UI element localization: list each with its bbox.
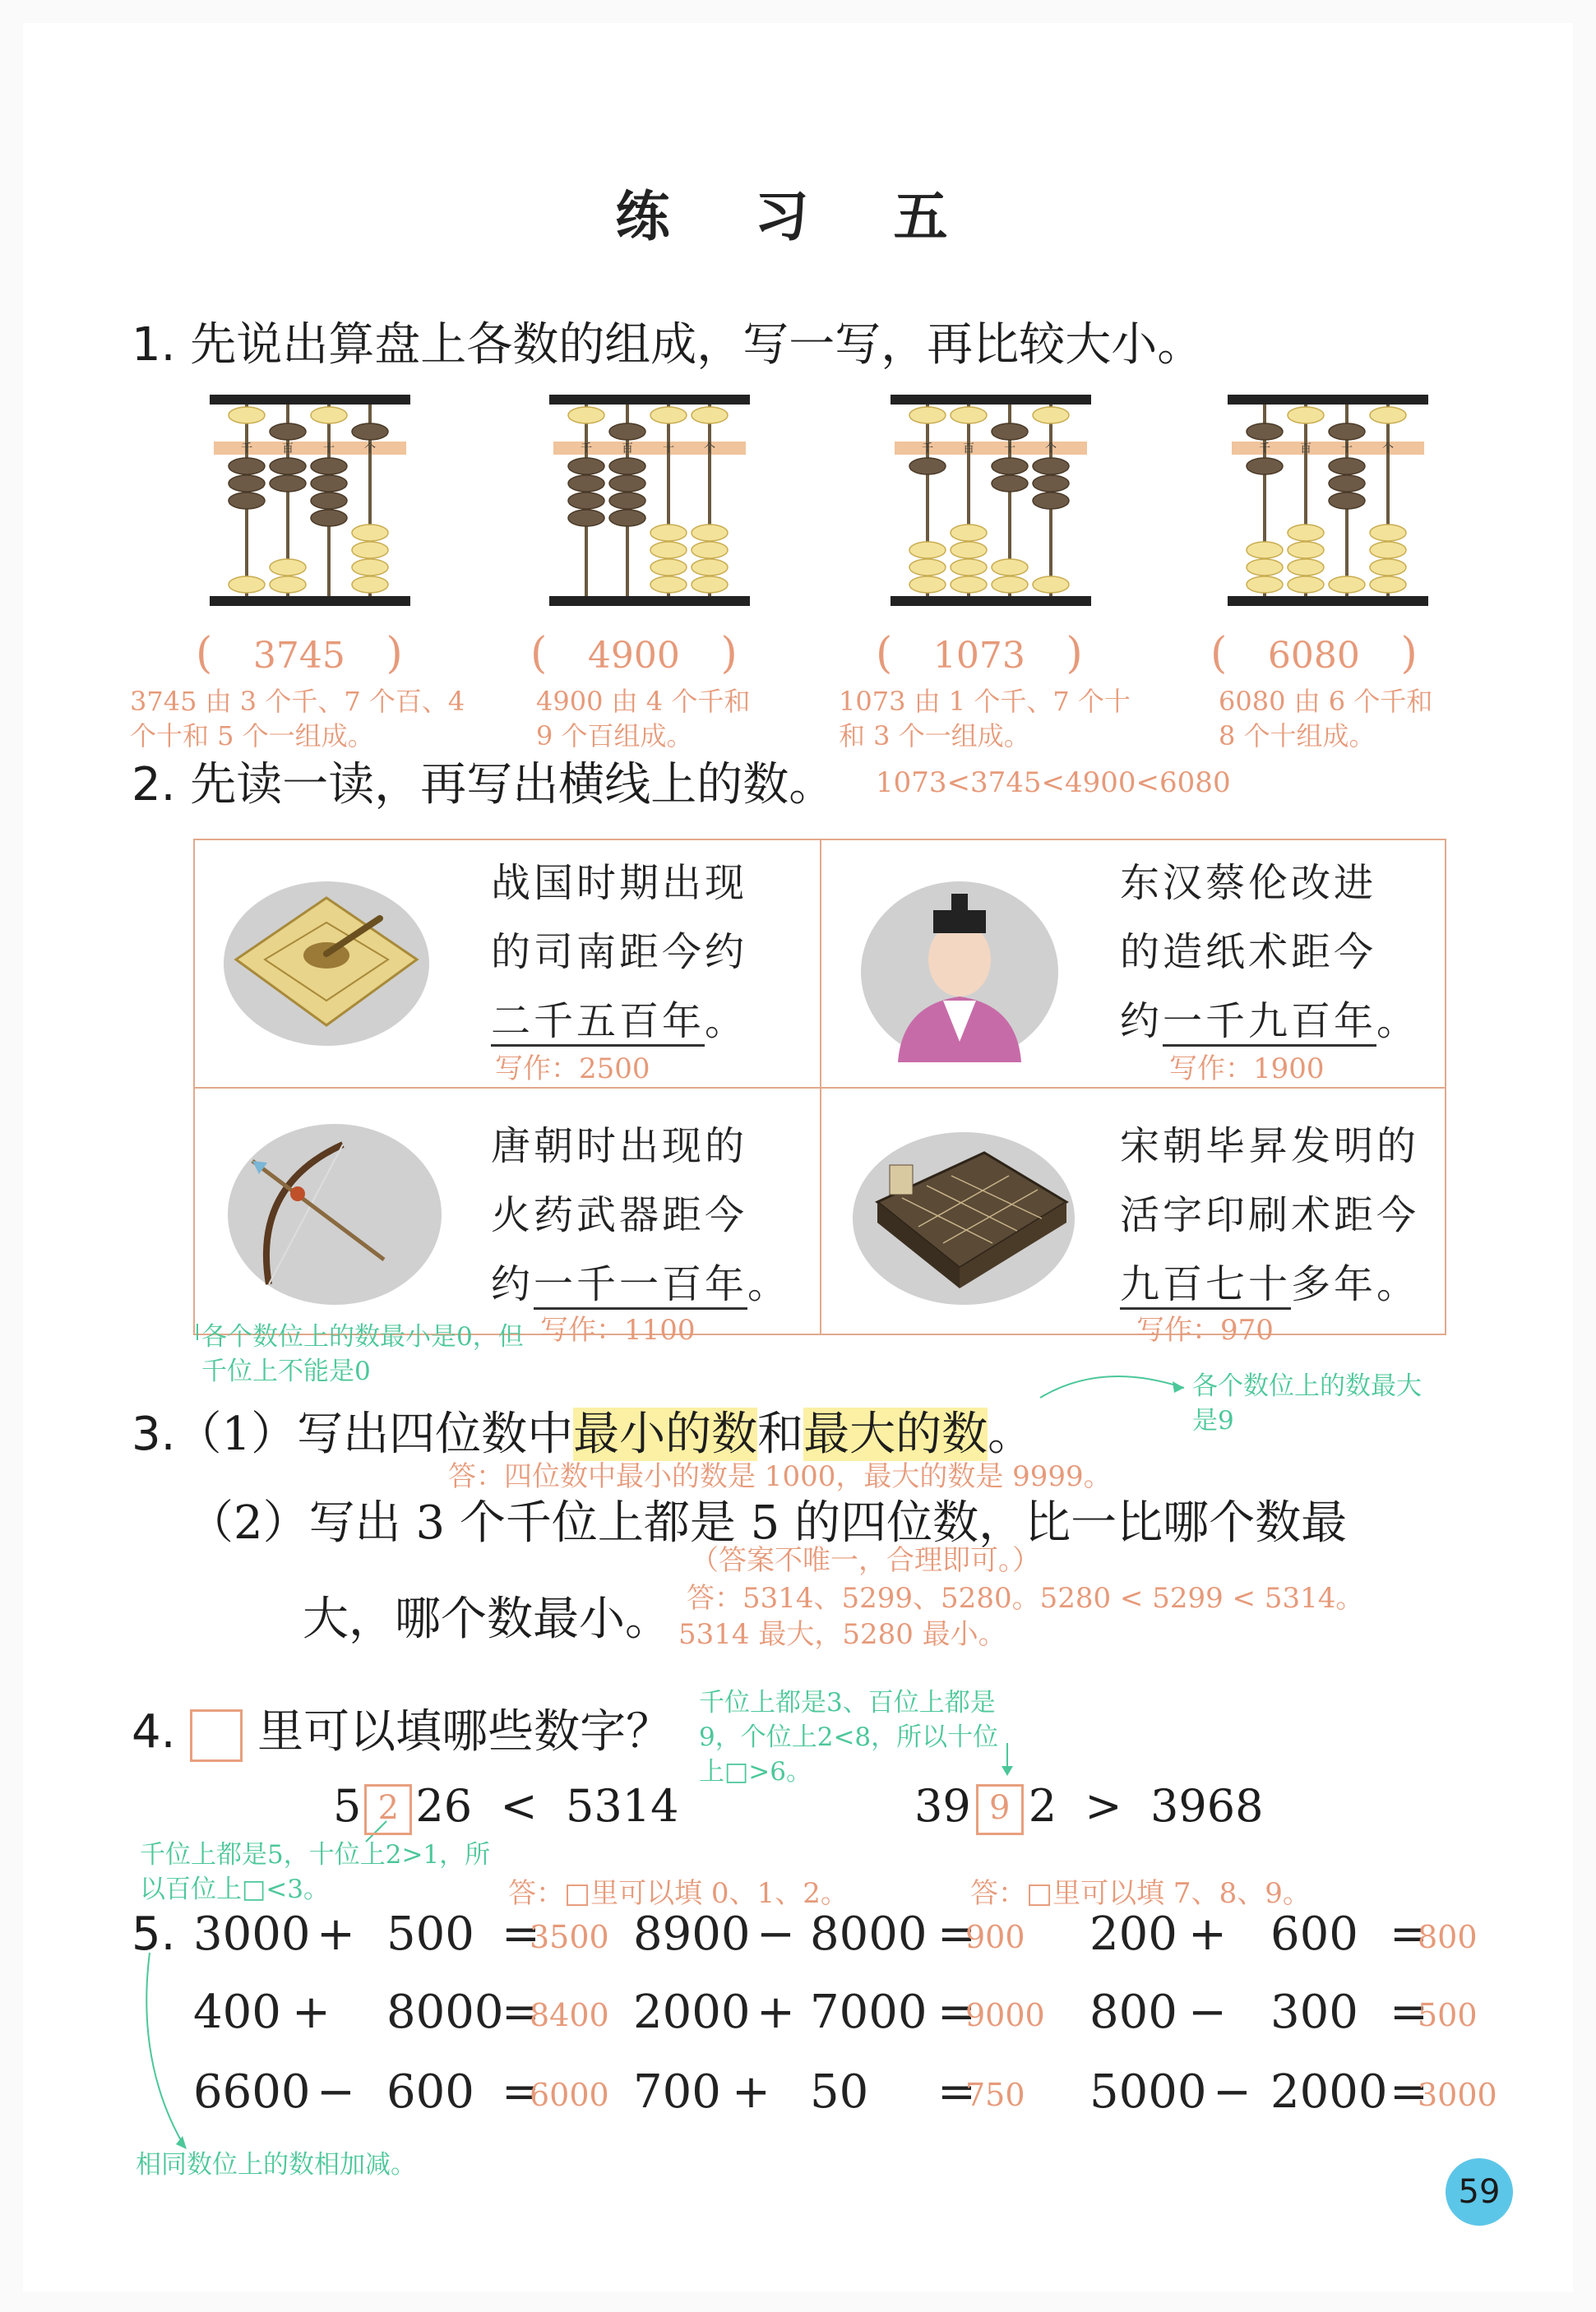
q5-operand-b: 50 (810, 2065, 869, 2119)
q5-equals: = (1390, 1986, 1428, 2039)
abacus-1 (210, 391, 410, 608)
q5-answer: 3500 (530, 1919, 609, 1955)
q3-p1-mid: 和 (757, 1408, 804, 1461)
q3-p1-answer: 答：四位数中最小的数是 1000，最大的数是 9999。 (448, 1460, 1112, 1493)
page-number-badge: 59 (1446, 2158, 1513, 2226)
cell-3-answer: 写作：1100 (540, 1314, 696, 1347)
q5-operand-b: 600 (1270, 1907, 1358, 1961)
abacus-2-blank: ( 4900 ) (530, 629, 738, 678)
q4-heading (132, 1695, 672, 1762)
q4-right-op: > (1085, 1780, 1122, 1832)
q4-right-box[interactable]: 9 (976, 1784, 1024, 1835)
q4-right-a: 39 (914, 1780, 971, 1832)
compass-illustration (220, 865, 433, 1062)
abacus-place-label: 个 (1382, 442, 1394, 455)
abacus-4-blank: ( 6080 ) (1210, 629, 1418, 678)
q5-number (132, 1907, 175, 1961)
q2-number: 2. (132, 758, 176, 812)
q5-operand-a: 800 (1089, 1986, 1177, 2039)
q5-equals: = (937, 1907, 976, 1961)
q5-answer: 6000 (530, 2077, 609, 2113)
abacus-4-desc: 6080 由 6 个千和 8 个十组成。 (1219, 686, 1433, 751)
cai-lun-portrait (853, 865, 1066, 1070)
abacus-place-label: 百 (622, 442, 633, 455)
q5-answer: 500 (1418, 1997, 1478, 2033)
abacus-2-value: 4900 (587, 635, 680, 677)
cell-2-line-1: 东汉蔡伦改进 (1120, 860, 1377, 906)
abacus-1-value: 3745 (252, 635, 345, 677)
crossbow-illustration (220, 1112, 450, 1317)
cell-1-line-1: 战国时期出现 (491, 860, 748, 906)
cell-2-tail: 。 (1376, 998, 1420, 1044)
cell-1-line-2: 的司南距今约 (491, 929, 748, 975)
q5-operand-b: 600 (386, 2065, 474, 2119)
q3-p2-answer-1: 答：5314、5299、5280。5280 < 5299 < 5314。 (687, 1582, 1364, 1615)
q4-empty-box-icon (190, 1709, 243, 1762)
q3-p2-label: （2） (187, 1496, 309, 1550)
q3-note-left: 各个数位上的数最小是0，但千位上不能是0 (201, 1322, 524, 1386)
q5-answer: 900 (965, 1919, 1025, 1955)
q2-answer: 1073<3745<4900<6080 (876, 766, 1231, 799)
q3-p1-highlight-min: 最小的数 (573, 1408, 758, 1461)
q5-equals: = (502, 1907, 540, 1961)
q4-right-b: 2 (1028, 1780, 1057, 1832)
abacus-place-label: 个 (1045, 442, 1057, 455)
q3-p2-hint: （答案不唯一，合理即可。） (691, 1544, 1040, 1577)
cell-1-text (491, 849, 747, 1056)
q5-answer: 800 (1418, 1919, 1478, 1955)
q4-left-inequality (333, 1780, 678, 1835)
abacus-2 (549, 391, 750, 608)
page-title: 练 习 五 (615, 184, 981, 248)
cell-3-text (491, 1112, 790, 1319)
abacus-place-label: 十 (1004, 442, 1015, 455)
q5-operator: − (1188, 1986, 1227, 2039)
abacus-place-label: 千 (241, 442, 252, 455)
q5-equals: = (1390, 2065, 1428, 2119)
cell-4-underlined: 九百七十 (1120, 1261, 1291, 1310)
q3-p2-answer-2: 5314 最大，5280 最小。 (678, 1618, 1006, 1651)
abacus-4 (1228, 391, 1428, 608)
q5-note: 相同数位上的数相加减。 (136, 2150, 416, 2180)
cell-1-answer: 写作：2500 (495, 1052, 650, 1085)
q5-operand-a: 6600 (193, 2065, 311, 2119)
abacus-place-label: 百 (282, 442, 294, 455)
q5-answer: 9000 (965, 1997, 1045, 2033)
q1-heading (132, 308, 1203, 374)
abacus-3-value: 1073 (932, 635, 1025, 677)
q5-operand-b: 8000 (386, 1986, 504, 2039)
cell-3-tail: 。 (747, 1261, 791, 1307)
cell-3-line-1: 唐朝时出现的 (491, 1123, 748, 1169)
q4-left-a: 5 (333, 1780, 362, 1832)
abacus-3-desc: 1073 由 1 个千、7 个十和 3 个一组成。 (839, 686, 1131, 751)
cell-3-prefix: 约 (491, 1261, 534, 1307)
q5-answer: 3000 (1418, 2077, 1497, 2113)
movable-type-illustration (844, 1112, 1083, 1317)
cell-3-underlined: 一千一百年 (534, 1261, 747, 1310)
q5-operand-a: 200 (1089, 1907, 1177, 1961)
q4-answer-right: 答：□里可以填 7、8、9。 (970, 1877, 1311, 1910)
q5-operand-b: 500 (386, 1907, 474, 1961)
q5-operand-a: 8900 (633, 1907, 751, 1961)
cell-2-underlined: 一千九百年 (1163, 998, 1376, 1047)
q5-operand-b: 300 (1270, 1986, 1358, 2039)
cell-1-tail: 。 (705, 998, 748, 1044)
q4-left-box[interactable]: 2 (364, 1784, 412, 1835)
cell-4-line-2: 活字印刷术距今 (1120, 1192, 1420, 1238)
q5-equals: = (502, 1986, 540, 2039)
history-table (193, 839, 1446, 1347)
q5-operator: + (732, 2065, 770, 2119)
q5-operand-b: 7000 (810, 1986, 928, 2039)
q4-right-inequality (914, 1780, 1263, 1835)
abacus-place-label: 十 (663, 442, 674, 455)
abacus-1-desc: 3745 由 3 个千、7 个百、4 个十和 5 个一组成。 (130, 686, 465, 751)
abacus-4-value: 6080 (1267, 635, 1360, 677)
q4-left-b: 26 (415, 1780, 473, 1832)
abacus-place-label: 十 (1341, 442, 1353, 455)
cell-2-answer: 写作：1900 (1169, 1052, 1325, 1085)
q1-text: 先说出算盘上各数的组成，写一写，再比较大小。 (190, 318, 1204, 372)
abacus-place-label: 个 (704, 442, 715, 455)
q3-number: 3. (132, 1408, 176, 1461)
q5-operator: − (317, 2065, 355, 2119)
abacus-place-label: 个 (364, 442, 376, 455)
q4-answer-left: 答：□里可以填 0、1、2。 (508, 1877, 849, 1910)
q5-operand-a: 3000 (193, 1907, 311, 1961)
abacus-place-label: 千 (1259, 442, 1270, 455)
q5-operator: + (756, 1986, 795, 2039)
q4-note-right: 千位上都是3、百位上都是9，个位上2<8，所以十位上□>6。 (699, 1688, 999, 1787)
abacus-1-blank: ( 3745 ) (196, 629, 403, 678)
abacus-place-label: 千 (922, 442, 933, 455)
cell-4-text (1120, 1112, 1419, 1319)
q2-heading (132, 748, 835, 814)
q4-note-left: 千位上都是5，十位上2>1，所以百位上□<3。 (140, 1840, 491, 1904)
q3-note-right: 各个数位上的数最大是9 (1192, 1371, 1422, 1436)
q5-operand-b: 8000 (810, 1907, 928, 1961)
cell-1-underlined: 二千五百年 (491, 998, 705, 1047)
q3-p1-end: 。 (988, 1408, 1034, 1461)
cell-4-tail: 多年。 (1291, 1261, 1420, 1307)
q5-operator: − (756, 1907, 795, 1961)
q5-operand-a: 700 (633, 2065, 721, 2119)
q5-operator: + (292, 1986, 331, 2039)
abacus-2-desc: 4900 由 4 个千和 9 个百组成。 (536, 686, 751, 751)
table-divider-horizontal (195, 1087, 1445, 1089)
q5-equals: = (937, 2065, 976, 2119)
abacus-place-label: 百 (963, 442, 974, 455)
q5-operator: − (1213, 2065, 1251, 2119)
q5-equals: = (1390, 1907, 1428, 1961)
q5-equals: = (502, 2065, 540, 2119)
q1-number: 1. (132, 318, 176, 372)
q3-p1-text: 写出四位数中 (297, 1408, 574, 1461)
q5-operator: + (317, 1907, 355, 1961)
q4-text: 里可以填哪些数字？ (257, 1705, 673, 1759)
cell-4-answer: 写作：970 (1136, 1314, 1274, 1347)
cell-2-text (1120, 849, 1419, 1056)
q5-answer: 750 (965, 2077, 1025, 2113)
cell-4-line-1: 宋朝毕昇发明的 (1120, 1123, 1420, 1169)
cell-3-line-2: 火药武器距今 (491, 1192, 748, 1238)
q2-text: 先读一读，再写出横线上的数。 (190, 758, 835, 812)
q5-operand-a: 400 (193, 1986, 281, 2039)
q5-equals: = (937, 1986, 976, 2039)
q5-operand-b: 2000 (1270, 2065, 1388, 2119)
q5-number-label: 5. (132, 1907, 176, 1961)
q5-operand-a: 2000 (633, 1986, 751, 2039)
abacus-place-label: 千 (581, 442, 592, 455)
abacus-place-label: 十 (323, 442, 335, 455)
q4-left-c: 5314 (566, 1780, 679, 1832)
q5-operator: + (1188, 1907, 1227, 1961)
q3-p2-text-2: 大，哪个数最小。 (303, 1593, 671, 1646)
cell-2-prefix: 约 (1120, 998, 1163, 1044)
q4-left-op: < (500, 1780, 538, 1832)
abacus-place-label: 百 (1300, 442, 1311, 455)
abacus-3-blank: ( 1073 ) (876, 629, 1083, 678)
q4-number: 4. (132, 1705, 176, 1759)
abacus-3 (891, 391, 1091, 608)
cell-2-line-2: 的造纸术距今 (1120, 929, 1377, 975)
q3-p1-label: （1） (175, 1408, 298, 1461)
q5-answer: 8400 (530, 1997, 609, 2033)
q5-operand-a: 5000 (1089, 2065, 1207, 2119)
q4-right-c: 3968 (1150, 1780, 1264, 1832)
q3-p2-text-1: 写出 3 个千位上都是 5 的四位数，比一比哪个数最 (308, 1496, 1348, 1550)
q3-p1-highlight-max: 最大的数 (803, 1408, 988, 1461)
